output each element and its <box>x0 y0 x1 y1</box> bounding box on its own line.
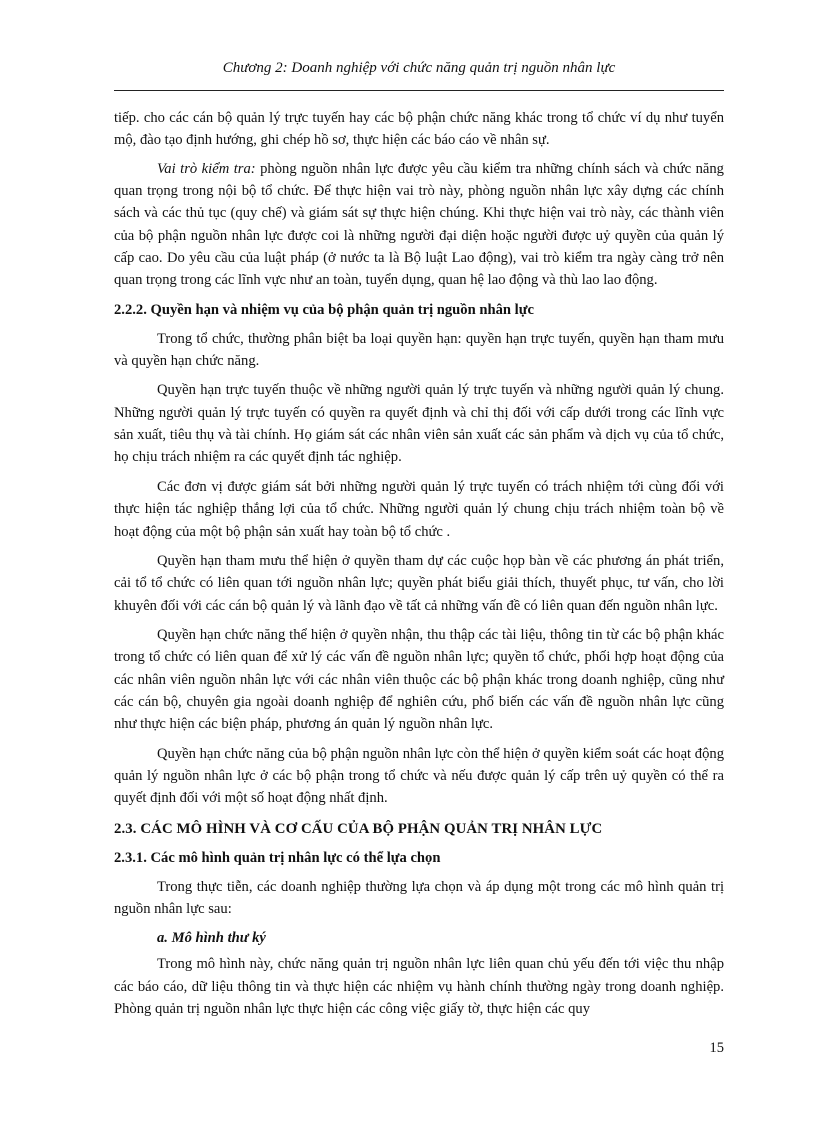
subheading-secretary-model: a. Mô hình thư ký <box>157 930 266 947</box>
paragraph-models-intro: Trong thực tiễn, các doanh nghiệp thường lựa chọn và áp dụng một trong các mô hình quản trị nguồn nhân lực sau: <box>114 878 724 917</box>
running-header: Chương 2: Doanh nghiệp với chức năng quản trị nguồn nhân lực <box>222 60 616 76</box>
paragraph-secretary-model: Trong mô hình này, chức năng quản trị nguồn nhân lực liên quan chủ yếu đến tới việc thu nhập các báo cáo, dữ liệu thông tin và thực hiện các nhiệm vụ hành chính thường ngày trong doanh nghiệp. Phòng quản trị nguồn nhân lực thực hiện các công việc giấy tờ, thực hiện các quy <box>114 956 724 1017</box>
paragraph-functional-authority: Quyền hạn chức năng thể hiện ở quyền nhận, thu thập các tài liệu, thông tin từ các bộ phận khác trong tổ chức có liên quan để xử lý các vấn đề nguồn nhân lực; quyền tổ chức, phối hợp hoạt động của các nhân viên nguồn nhân lực với các nhân viên thuộc các bộ phận khác trong doanh nghiệp, cũng như các cán bộ, chuyên gia ngoài doanh nghiệp để nghiên cứu, phổ biến các vấn đề nguồn nhân lực cũng như thực hiện các biện pháp, phương án quản lý nguồn nhân lực. <box>114 626 724 733</box>
page-body <box>114 107 724 1027</box>
paragraph-functional-control: Quyền hạn chức năng của bộ phận nguồn nhân lực còn thể hiện ở quyền kiểm soát các hoạt động quản lý nguồn nhân lực ở các bộ phận trong tổ chức và nếu được quản lý cấp trên uỷ quyền có thể ra quyết định đối với một số hoạt động nhất định. <box>114 745 724 807</box>
header-rule <box>114 90 724 91</box>
paragraph-line-authority: Quyền hạn trực tuyến thuộc về những người quản lý trực tuyến và những người quản lý chung. Những người quản lý trực tuyến có quyền ra quyết định và chỉ thị đối với cấp dưới trong các lĩnh vực sản xuất, tiêu thụ và tài chính. Họ giám sát các nhân viên sản xuất các sản phẩm và dịch vụ của tổ chức, họ chịu trách nhiệm ra các quyết định tác nghiệp. <box>114 382 724 466</box>
paragraph-continued: tiếp. cho các cán bộ quản lý trực tuyến hay các bộ phận chức năng khác trong tổ chức ví dụ như tuyển mộ, đào tạo định hướng, ghi chép hồ sơ, thực hiện các báo cáo về nhân sự. <box>114 110 724 149</box>
control-role-lead: Vai trò kiểm tra: <box>157 160 256 177</box>
paragraph-control-role <box>114 158 724 292</box>
section-heading-2-3-1: 2.3.1. Các mô hình quản trị nhân lực có thể lựa chọn <box>114 849 441 866</box>
paragraph-units: Các đơn vị được giám sát bởi những người quản lý trực tuyến có trách nhiệm tới cùng đối với thực hiện tác nghiệp thắng lợi của tổ chức. Những người quản lý chung chịu trách nhiệm toàn bộ về hoạt động của một bộ phận sản xuất hay toàn bộ tổ chức . <box>114 478 724 540</box>
section-heading-2-2-2: 2.2.2. Quyền hạn và nhiệm vụ của bộ phận quản trị nguồn nhân lực <box>114 301 534 318</box>
paragraph-staff-authority: Quyền hạn tham mưu thể hiện ở quyền tham dự các cuộc họp bàn về các phương án phát triển, cải tổ tổ chức có liên quan tới nguồn nhân lực; quyền phát biểu giải thích, thuyết phục, tư vấn, cho lời khuyên đối với các cán bộ quản lý và lãnh đạo về tất cả những vấn đề có liên quan đến nguồn nhân lực. <box>114 552 724 614</box>
section-heading-2-3: 2.3. CÁC MÔ HÌNH VÀ CƠ CẤU CỦA BỘ PHẬN QUẢN TRỊ NHÂN LỰC <box>114 820 603 837</box>
control-role-text: phòng nguồn nhân lực được yêu cầu kiểm tra những chính sách và chức năng quan trọng trong nội bộ tổ chức. Để thực hiện vai trò này, phòng nguồn nhân lực xây dựng các chính sách và các thủ tục (quy chế) và giám sát sự thực hiện chúng. Khi thực hiện vai trò này, các thành viên của bộ phận nguồn nhân lực được coi là những người đại diện hoặc người được uỷ quyền của quản lý cấp cao. Do yêu cầu của luật pháp (ở nước ta là Bộ luật Lao động), vai trò kiểm tra ngày càng trở nên quan trọng trong các lĩnh vực như an toàn, tuyển dụng, quan hệ lao động và thù lao lao động. <box>114 160 724 289</box>
paragraph-authority-types: Trong tổ chức, thường phân biệt ba loại quyền hạn: quyền hạn trực tuyến, quyền hạn tham mưu và quyền hạn chức năng. <box>114 330 724 370</box>
page-number: 15 <box>709 1040 724 1056</box>
